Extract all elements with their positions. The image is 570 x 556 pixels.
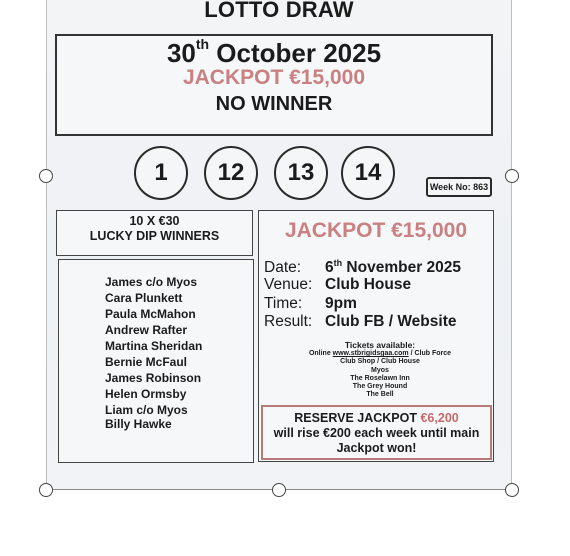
- reserve-label: RESERVE JACKPOT: [294, 411, 421, 425]
- date-rest: November 2025: [342, 259, 462, 277]
- result-value: Club FB / Website: [325, 313, 457, 330]
- poster-title: LOTTO DRAW: [204, 0, 354, 22]
- tickets-info: [258, 340, 502, 400]
- next-draw-date-row: [264, 258, 461, 277]
- online-suffix: / Club Force: [408, 350, 452, 357]
- result-label: Result:: [264, 313, 313, 330]
- tickets-online-line: [258, 350, 502, 358]
- reserve-amount: €6,200: [420, 411, 459, 425]
- next-draw-time-row: [264, 295, 357, 313]
- winner-name: Cara Plunkett: [105, 291, 183, 305]
- next-draw-result-row: [264, 313, 456, 331]
- ticket-outlet: The Roselawn Inn: [350, 374, 410, 382]
- next-jackpot: JACKPOT €15,000: [284, 219, 468, 242]
- draw-date-suffix: th: [195, 36, 210, 52]
- drawn-number-ball: 12: [204, 146, 258, 200]
- date-label: Date:: [264, 259, 302, 277]
- time-value: 9pm: [325, 295, 357, 312]
- winner-name: Paula McMahon: [105, 307, 196, 321]
- draw-jackpot: JACKPOT €15,000: [182, 66, 366, 89]
- draw-result: NO WINNER: [215, 93, 333, 115]
- lucky-dip-header: [56, 210, 253, 256]
- time-label: Time:: [264, 295, 303, 312]
- winner-name: Helen Ormsby: [105, 387, 187, 401]
- winner-name: Andrew Rafter: [105, 323, 188, 337]
- ticket-outlet: Myos: [371, 366, 389, 374]
- lucky-dip-title: LUCKY DIP WINNERS: [89, 229, 220, 243]
- winner-name: James Robinson: [105, 371, 202, 385]
- winner-name: James c/o Myos: [105, 275, 198, 289]
- lucky-dip-prize: 10 X €30: [129, 214, 180, 228]
- winner-name: Billy Hawke: [105, 417, 172, 431]
- resize-handle-left[interactable]: [39, 169, 53, 183]
- drawn-number-ball: 13: [274, 146, 328, 200]
- next-draw-venue-row: [264, 276, 411, 294]
- drawn-number-ball: 14: [341, 146, 395, 200]
- reserve-jackpot-box: [261, 405, 492, 460]
- winner-name: Martina Sheridan: [105, 339, 203, 353]
- club-website-link: www.stbrigidsgaa.com: [332, 350, 409, 357]
- ticket-outlet: Club Shop / Club House: [340, 358, 420, 366]
- draw-date: [55, 38, 493, 69]
- resize-handle-bottom-right[interactable]: [505, 483, 519, 497]
- venue-value: Club House: [325, 276, 412, 293]
- online-prefix: Online: [308, 350, 333, 357]
- tickets-heading: Tickets available:: [344, 340, 416, 350]
- reserve-line3: Jackpot won!: [336, 441, 417, 455]
- ticket-outlet: The Grey Hound: [352, 383, 408, 391]
- draw-date-rest: October 2025: [209, 38, 382, 68]
- date-day: 6: [325, 259, 334, 277]
- winner-name: Liam c/o Myos: [105, 403, 188, 417]
- reserve-line2: will rise €200 each week until main: [273, 426, 480, 440]
- resize-handle-bottom-left[interactable]: [39, 483, 53, 497]
- week-number-badge: Week No: 863: [426, 177, 492, 197]
- winner-name: Bernie McFaul: [105, 355, 188, 369]
- resize-handle-right[interactable]: [505, 169, 519, 183]
- venue-label: Venue:: [264, 276, 313, 293]
- ticket-outlet: The Bell: [366, 391, 394, 399]
- reserve-line1: [263, 411, 490, 426]
- date-suffix: th: [333, 258, 343, 268]
- drawn-number-ball: 1: [134, 146, 188, 200]
- draw-date-day: 30: [166, 38, 196, 68]
- lucky-dip-winners-list: [58, 259, 254, 463]
- resize-handle-bottom[interactable]: [272, 483, 286, 497]
